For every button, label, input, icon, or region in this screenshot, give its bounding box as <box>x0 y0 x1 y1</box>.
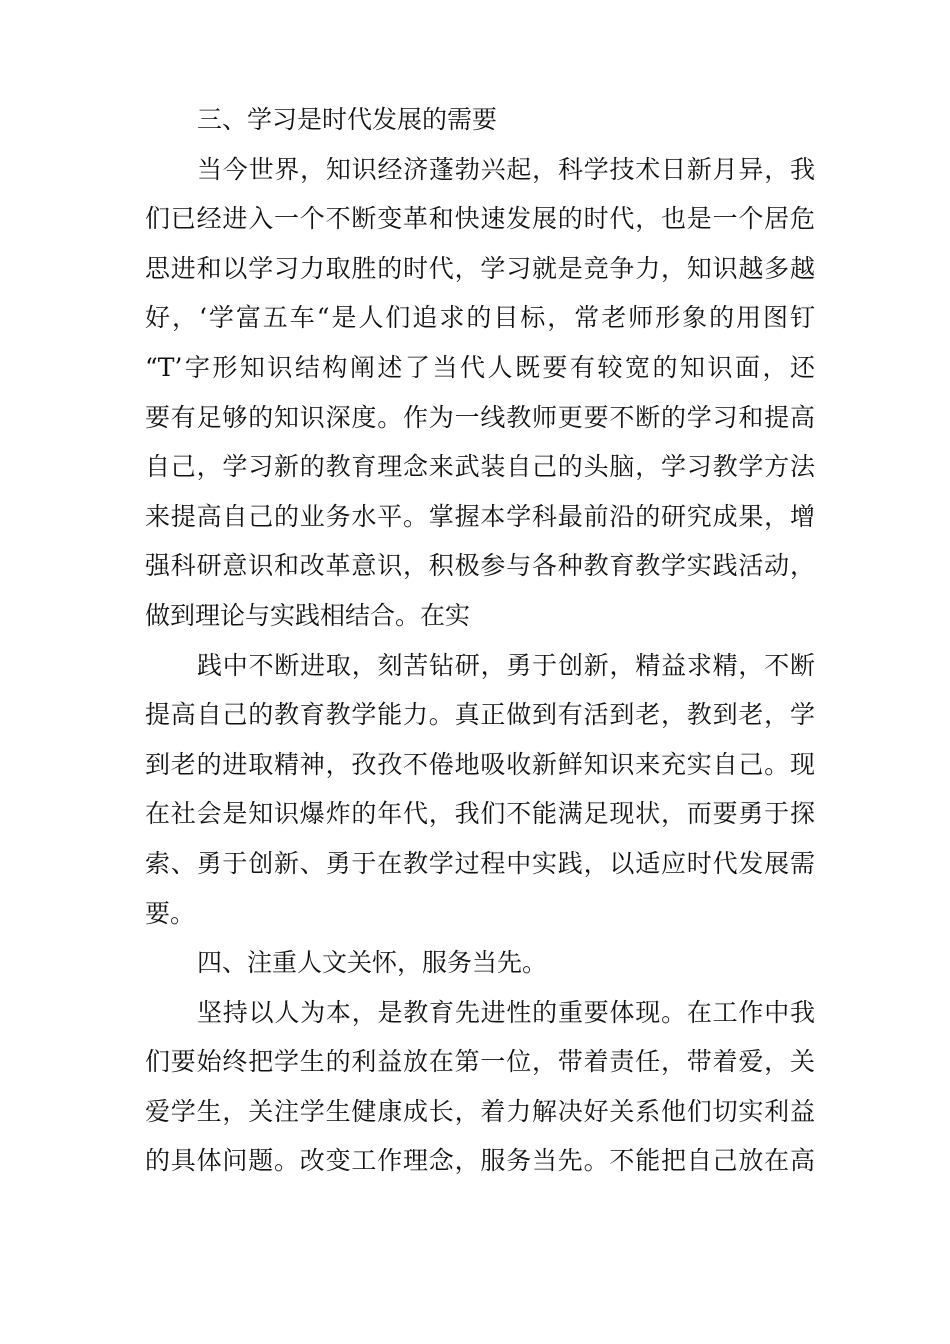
paragraph-line: 自己，学习新的教育理念来武装自己的头脑，学习教学方法 <box>145 452 815 482</box>
paragraph-line: 思进和以学习力取胜的时代，学习就是竞争力，知识越多越 <box>145 253 815 283</box>
paragraph-line: 们已经进入一个不断变革和快速发展的时代，也是一个居危 <box>145 204 815 234</box>
paragraph-line: 们要始终把学生的利益放在第一位，带着责任，带着爱，关 <box>145 1047 815 1077</box>
section-heading-three: 三、学习是时代发展的需要 <box>197 105 498 134</box>
paragraph-line: 践中不断进取，刻苦钻研，勇于创新，精益求精，不断 <box>197 650 815 680</box>
paragraph-line: 的具体问题。改变工作理念，服务当先。不能把自己放在高 <box>145 1146 815 1176</box>
paragraph-line: 要有足够的知识深度。作为一线教师更要不断的学习和提高 <box>145 402 815 432</box>
paragraph-line: 好，‘学富五车“是人们追求的目标，常老师形象的用图钉 <box>145 303 815 333</box>
paragraph-line: 爱学生，关注学生健康成长，着力解决好关系他们切实利益 <box>145 1096 815 1126</box>
section-heading-four: 四、注重人文关怀，服务当先。 <box>197 948 548 978</box>
paragraph-line: 做到理论与实践相结合。在实 <box>145 600 471 630</box>
paragraph-line: 坚持以人为本，是教育先进性的重要体现。在工作中我 <box>197 997 815 1027</box>
paragraph-line: 到老的进取精神，孜孜不倦地吸收新鲜知识来充实自己。现 <box>145 749 815 779</box>
document-body <box>145 95 815 1186</box>
paragraph-line: 提高自己的教育教学能力。真正做到有活到老，教到老，学 <box>145 700 815 730</box>
paragraph-line: 在社会是知识爆炸的年代，我们不能满足现状，而要勇于探 <box>145 799 815 829</box>
paragraph-line: “T’字形知识结构阐述了当代人既要有较宽的知识面，还 <box>145 352 815 382</box>
paragraph-line: 来提高自己的业务水平。掌握本学科最前沿的研究成果，增 <box>145 501 815 531</box>
paragraph-line: 当今世界，知识经济蓬勃兴起，科学技术日新月异，我 <box>197 154 815 184</box>
paragraph-line: 索、勇于创新、勇于在教学过程中实践，以适应时代发展需 <box>145 848 815 878</box>
paragraph-line: 要。 <box>145 898 196 928</box>
paragraph-line: 强科研意识和改革意识，积极参与各种教育教学实践活动， <box>145 551 815 581</box>
